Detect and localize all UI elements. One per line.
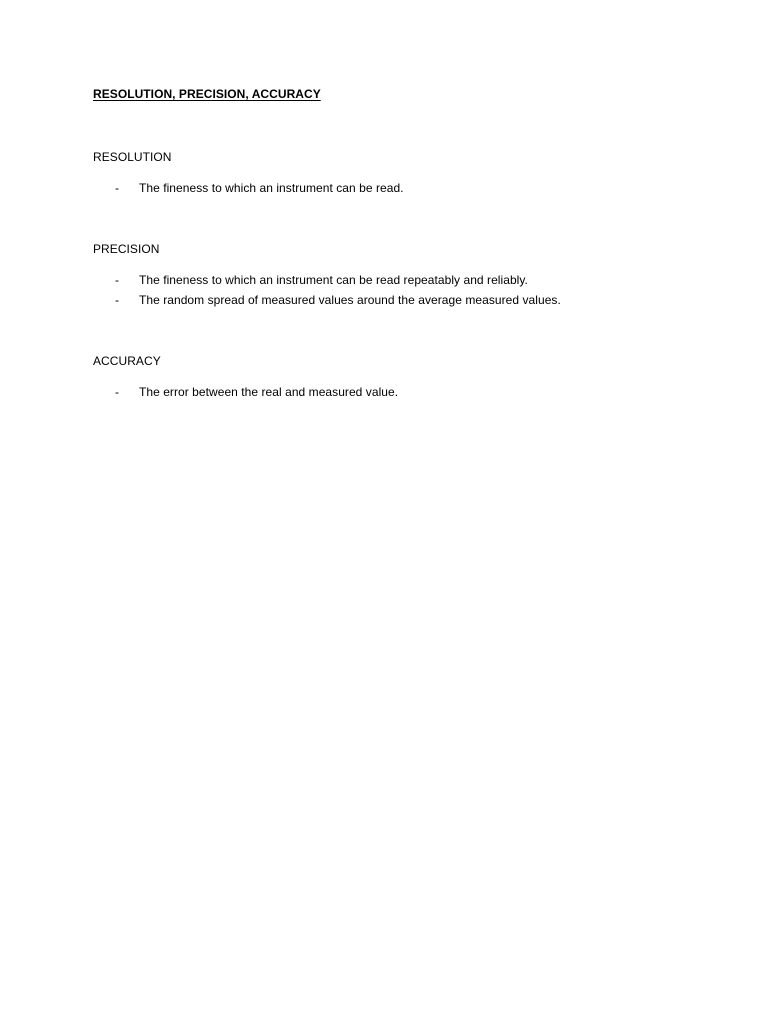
section-heading-precision: PRECISION [93, 242, 160, 256]
bullet-marker: - [115, 273, 119, 287]
document-title: RESOLUTION, PRECISION, ACCURACY [93, 87, 321, 101]
bullet-text: The random spread of measured values around the average measured values. [139, 293, 561, 307]
section-heading-accuracy: ACCURACY [93, 354, 161, 368]
bullet-text: The fineness to which an instrument can be read. [139, 181, 404, 195]
bullet-marker: - [115, 181, 119, 195]
bullet-marker: - [115, 293, 119, 307]
bullet-marker: - [115, 385, 119, 399]
bullet-text: The fineness to which an instrument can be read repeatably and reliably. [139, 273, 528, 287]
section-heading-resolution: RESOLUTION [93, 150, 172, 164]
bullet-text: The error between the real and measured value. [139, 385, 399, 399]
